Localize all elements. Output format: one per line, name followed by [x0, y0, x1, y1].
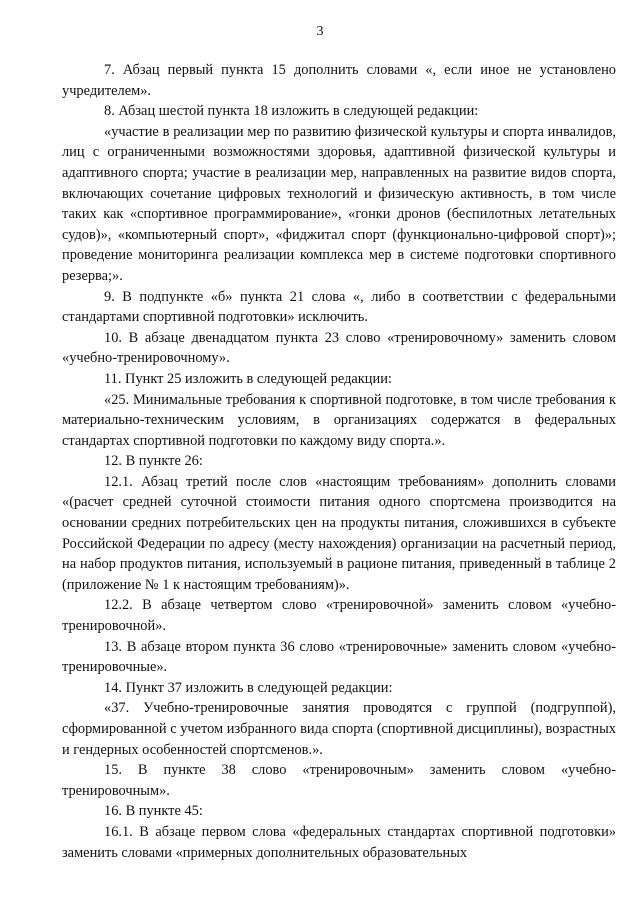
paragraph-16-1: 16.1. В абзаце первом слова «федеральных стандартах спортивной подготовки» заменить словами «примерных дополнительных образовательных	[62, 823, 616, 861]
paragraph-8-quote: «участие в реализации мер по развитию физической культуры и спорта инвалидов, лиц с ограниченными возможностями здоровья, адаптивной физической культуры и адаптивного спорта; участие в реализации мер, направленных на развитие видов спорта, включающих сочетание цифровых технологий и физическую активность, в том числе таких как «спортивное программирование», «гонки дронов (беспилотных летательных судов)», «компьютерный спорт», «фиджитал спорт (функционально-цифровой спорт)»; проведение мониторинга реализации комплекса мер в системе подготовки спортивного резерва;».	[62, 123, 616, 284]
paragraph-11: 11. Пункт 25 изложить в следующей редакции:	[104, 370, 392, 387]
paragraph-14-quote: «37. Учебно-тренировочные занятия проводятся с группой (подгруппой), сформированной с учетом избранного вида спорта (спортивной дисциплины), возрастных и гендерных особенностей спортсменов.».	[62, 700, 616, 758]
paragraph-12-1: 12.1. Абзац третий после слов «настоящим требованиям» дополнить словами «(расчет средней суточной стоимости питания одного спортсмена производится на основании средних потребительских цен на продукты питания, сложившихся в субъекте Российской Федерации по адресу (месту нахождения) организации на расчетный период, на набор продуктов питания, используемый в рационе питания, приведенный в таблице 2 (приложение № 1 к настоящим требованиям)».	[62, 473, 616, 593]
paragraph-12: 12. В пункте 26:	[104, 453, 203, 470]
paragraph-9: 9. В подпункте «б» пункта 21 слова «, либо в соответствии с федеральными стандартами спортивной подготовки» исключить.	[62, 288, 616, 326]
paragraph-10: 10. В абзаце двенадцатом пункта 23 слово «тренировочному» заменить словом «учебно-тренировочному».	[62, 329, 616, 367]
page-number: 3	[316, 24, 324, 39]
paragraph-13: 13. В абзаце втором пункта 36 слово «тренировочные» заменить словом «учебно-тренировочные».	[62, 638, 616, 676]
paragraph-16: 16. В пункте 45:	[104, 803, 203, 820]
paragraph-7: 7. Абзац первый пункта 15 дополнить словами «, если иное не установлено учредителем».	[62, 62, 616, 99]
paragraph-14: 14. Пункт 37 изложить в следующей редакции:	[104, 679, 393, 696]
paragraph-11-quote: «25. Минимальные требования к спортивной подготовке, в том числе требования к материально-техническим условиям, в организациях содержатся в федеральных стандартах спортивной подготовки по каждому виду спорта.».	[62, 391, 616, 449]
paragraph-8: 8. Абзац шестой пункта 18 изложить в следующей редакции:	[104, 103, 479, 120]
paragraph-12-2: 12.2. В абзаце четвертом слово «тренировочной» заменить словом «учебно-тренировочной».	[62, 597, 616, 635]
paragraph-15: 15. В пункте 38 слово «тренировочным» заменить словом «учебно-тренировочным».	[62, 762, 616, 799]
